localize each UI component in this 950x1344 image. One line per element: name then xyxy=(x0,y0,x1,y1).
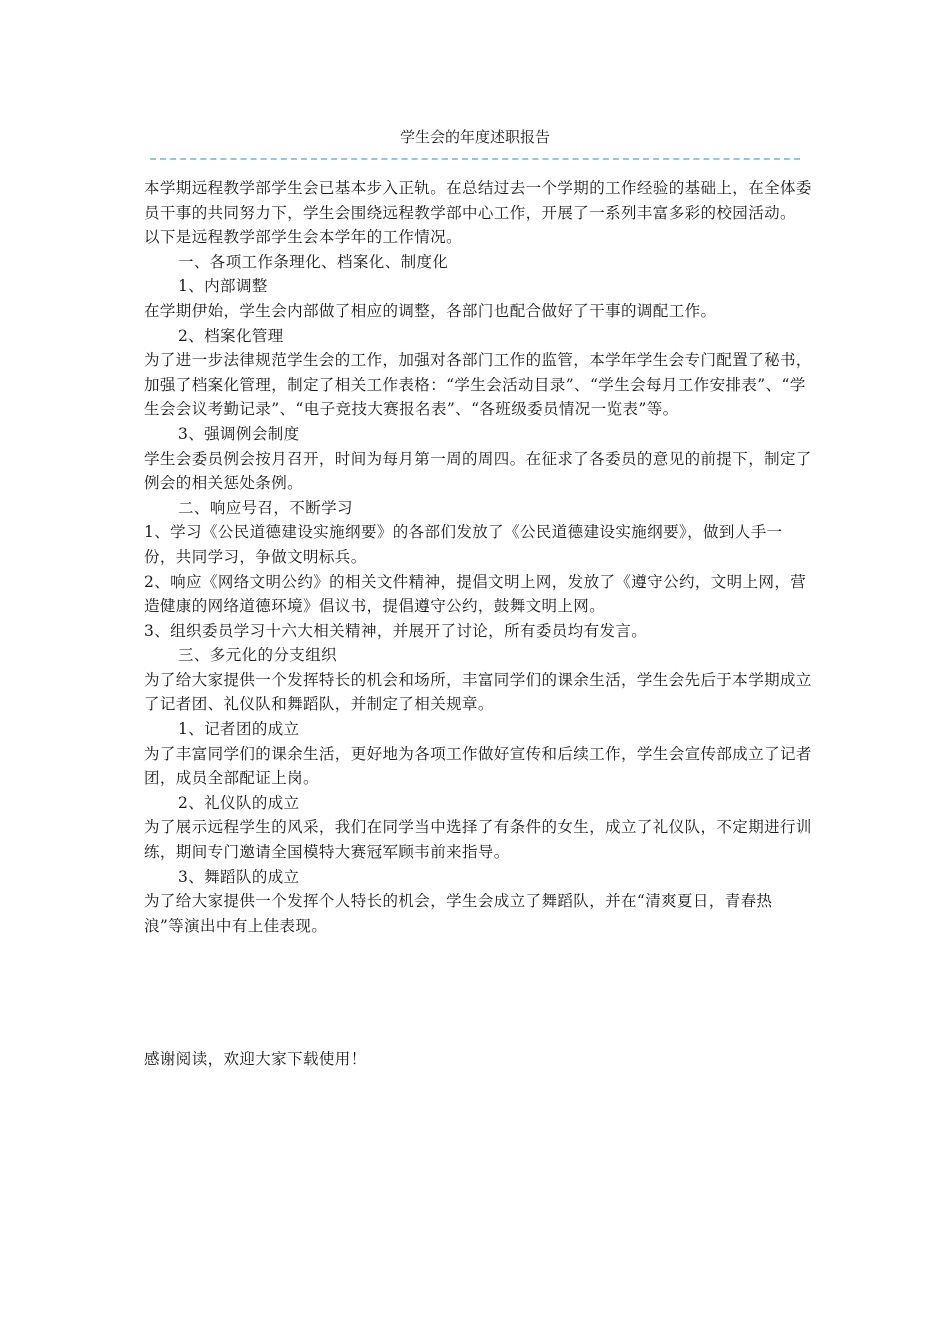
subheading-internal-adjustment: 1、内部调整 xyxy=(178,277,268,296)
section-heading-3: 三、多元化的分支组织 xyxy=(178,646,338,665)
list-item-study-1: 1、学习《公民道德建设实施纲要》的各部们发放了《公民道德建设实施纲要》，做到人手一份，共同学习，争做文明标兵。 xyxy=(144,523,783,566)
intro-summary: 以下是远程教学部学生会本学年的工作情况。 xyxy=(144,228,463,247)
list-item-study-2: 2、响应《网络文明公约》的相关文件精神，提倡文明上网，发放了《遵守公约，文明上网，营造健康的网络道德环境》倡议书，提倡遵守公约，鼓舞文明上网。 xyxy=(144,572,807,616)
subheading-press-corps: 1、记者团的成立 xyxy=(178,720,300,739)
subheading-archive-management: 2、档案化管理 xyxy=(178,326,284,345)
intro-paragraph: 本学期远程教学部学生会已基本步入正轨。在总结过去一个学期的工作经验的基础上，在全体委员干事的共同努力下，学生会围绕远程教学部中心工作，开展了一系列丰富多彩的校园活动。 xyxy=(144,179,812,222)
subheading-meeting-system: 3、强调例会制度 xyxy=(178,424,300,443)
closing-note: 感谢阅读，欢迎大家下载使用！ xyxy=(144,1050,367,1068)
paragraph-internal-adjustment: 在学期伊始，学生会内部做了相应的调整，各部门也配合做好了干事的调配工作。 xyxy=(144,301,717,320)
paragraph-archive-management: 为了进一步法律规范学生会的工作，加强对各部门工作的监管，本学年学生会专门配置了秘书，加强了档案化管理，制定了相关工作表格：“学生会活动目录”、“学生会每月工作安排表”、“学生会会议考勤记录”、“电子竞技大赛报名表”、“各班级委员情况一览表”等。 xyxy=(144,351,812,419)
list-item-study-3: 3、组织委员学习十六大相关精神，并展开了讨论，所有委员均有发言。 xyxy=(144,621,648,640)
paragraph-branch-organizations: 为了给大家提供一个发挥特长的机会和场所，丰富同学们的课余生活，学生会先后于本学期成立了记者团、礼仪队和舞蹈队，并制定了相关规章。 xyxy=(144,670,812,714)
paragraph-press-corps: 为了丰富同学们的课余生活，更好地为各项工作做好宣传和后续工作，学生会宣传部成立了记者团，成员全部配证上岗。 xyxy=(144,744,812,788)
subheading-dance-team: 3、舞蹈队的成立 xyxy=(178,867,300,886)
subheading-etiquette-team: 2、礼仪队的成立 xyxy=(178,793,300,812)
section-heading-1: 一、各项工作条理化、档案化、制度化 xyxy=(178,252,449,271)
document-body xyxy=(144,176,812,938)
section-heading-2: 二、响应号召，不断学习 xyxy=(178,498,353,517)
paragraph-dance-team: 为了给大家提供一个发挥个人特长的机会，学生会成立了舞蹈队，并在“清爽夏日，青春热浪”等演出中有上佳表现。 xyxy=(144,892,773,935)
paragraph-meeting-system: 学生会委员例会按月召开，时间为每月第一周的周四。在征求了各委员的意见的前提下，制定了例会的相关惩处条例。 xyxy=(144,449,812,493)
title-divider xyxy=(150,158,800,160)
document-title: 学生会的年度述职报告 xyxy=(399,128,550,146)
paragraph-etiquette-team: 为了展示远程学生的风采，我们在同学当中选择了有条件的女生，成立了礼仪队，不定期进行训练，期间专门邀请全国模特大赛冠军顾韦前来指导。 xyxy=(144,818,812,862)
